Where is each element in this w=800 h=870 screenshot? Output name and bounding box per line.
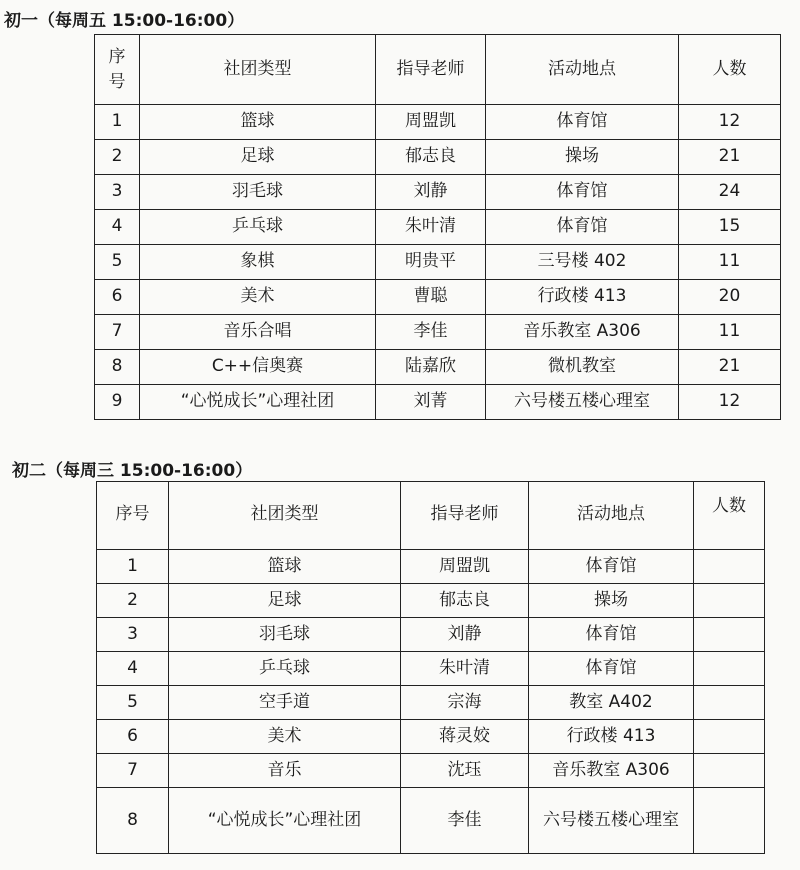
cell-teacher-name: 沈珏 (401, 754, 529, 788)
table-row (95, 245, 781, 280)
cell-teacher-name: 李佳 (401, 788, 529, 854)
cell-member-count: 11 (679, 315, 781, 350)
cell-teacher-name: 郁志良 (376, 140, 486, 175)
cell-location: 体育馆 (529, 550, 694, 584)
table-row (97, 720, 765, 754)
cell-location: 音乐教室 A306 (486, 315, 679, 350)
cell-location: 体育馆 (486, 105, 679, 140)
table-row (95, 350, 781, 385)
cell-teacher-name: 朱叶清 (401, 652, 529, 686)
table-row (97, 652, 765, 686)
cell-location: 行政楼 413 (486, 280, 679, 315)
table-header-row (97, 482, 765, 550)
cell-member-count (694, 550, 765, 584)
cell-member-count (694, 652, 765, 686)
cell-club-type: 空手道 (169, 686, 401, 720)
cell-member-count: 11 (679, 245, 781, 280)
cell-member-count (694, 618, 765, 652)
cell-member-count (694, 686, 765, 720)
cell-location: 六号楼五楼心理室 (529, 788, 694, 854)
cell-row-index: 7 (95, 315, 140, 350)
header-count: 人数 (679, 35, 781, 105)
table-row (97, 584, 765, 618)
cell-club-type: 足球 (169, 584, 401, 618)
table-row (95, 315, 781, 350)
table-row (97, 686, 765, 720)
cell-row-index: 6 (95, 280, 140, 315)
cell-location: 行政楼 413 (529, 720, 694, 754)
cell-location: 六号楼五楼心理室 (486, 385, 679, 420)
cell-club-type: 羽毛球 (140, 175, 376, 210)
cell-teacher-name: 刘菁 (376, 385, 486, 420)
cell-row-index: 5 (95, 245, 140, 280)
table-row (97, 618, 765, 652)
cell-teacher-name: 陆嘉欣 (376, 350, 486, 385)
cell-member-count: 15 (679, 210, 781, 245)
table-row (95, 280, 781, 315)
cell-club-type: 足球 (140, 140, 376, 175)
cell-teacher-name: 曹聪 (376, 280, 486, 315)
cell-member-count (694, 584, 765, 618)
table-row (95, 210, 781, 245)
cell-location: 体育馆 (486, 210, 679, 245)
cell-member-count (694, 754, 765, 788)
cell-club-type: 象棋 (140, 245, 376, 280)
cell-teacher-name: 刘静 (401, 618, 529, 652)
table-row (95, 140, 781, 175)
cell-location: 音乐教室 A306 (529, 754, 694, 788)
header-club-type: 社团类型 (140, 35, 376, 105)
cell-club-type: “心悦成长”心理社团 (169, 788, 401, 854)
cell-club-type: 羽毛球 (169, 618, 401, 652)
header-club-type: 社团类型 (169, 482, 401, 550)
grade1-table-body (95, 105, 781, 420)
table-row (95, 175, 781, 210)
cell-club-type: 音乐 (169, 754, 401, 788)
cell-location: 体育馆 (529, 652, 694, 686)
cell-teacher-name: 宗海 (401, 686, 529, 720)
table-row (95, 105, 781, 140)
cell-member-count: 12 (679, 105, 781, 140)
cell-row-index: 4 (95, 210, 140, 245)
cell-teacher-name: 李佳 (376, 315, 486, 350)
cell-row-index: 8 (95, 350, 140, 385)
grade2-section-title: 初二（每周三 15:00-16:00） (12, 461, 253, 481)
cell-row-index: 9 (95, 385, 140, 420)
table-row (97, 788, 765, 854)
header-teacher: 指导老师 (376, 35, 486, 105)
cell-location: 体育馆 (486, 175, 679, 210)
table-row (95, 385, 781, 420)
cell-club-type: 乒乓球 (169, 652, 401, 686)
cell-member-count: 24 (679, 175, 781, 210)
cell-teacher-name: 郁志良 (401, 584, 529, 618)
header-location: 活动地点 (486, 35, 679, 105)
cell-teacher-name: 周盟凯 (376, 105, 486, 140)
cell-member-count: 20 (679, 280, 781, 315)
table-row (97, 550, 765, 584)
cell-location: 操场 (486, 140, 679, 175)
cell-location: 微机教室 (486, 350, 679, 385)
cell-row-index: 2 (97, 584, 169, 618)
cell-teacher-name: 刘静 (376, 175, 486, 210)
cell-club-type: 篮球 (169, 550, 401, 584)
cell-row-index: 1 (95, 105, 140, 140)
cell-row-index: 6 (97, 720, 169, 754)
cell-club-type: “心悦成长”心理社团 (140, 385, 376, 420)
header-count: 人数 (694, 482, 765, 550)
cell-club-type: 美术 (140, 280, 376, 315)
table-header-row (95, 35, 781, 105)
cell-location: 体育馆 (529, 618, 694, 652)
header-index: 序号 (95, 35, 140, 105)
cell-row-index: 3 (97, 618, 169, 652)
cell-member-count: 12 (679, 385, 781, 420)
cell-teacher-name: 明贵平 (376, 245, 486, 280)
grade2-table-body (97, 550, 765, 854)
cell-member-count: 21 (679, 350, 781, 385)
cell-row-index: 7 (97, 754, 169, 788)
cell-teacher-name: 朱叶清 (376, 210, 486, 245)
cell-teacher-name: 周盟凯 (401, 550, 529, 584)
cell-club-type: 篮球 (140, 105, 376, 140)
grade1-section-title: 初一（每周五 15:00-16:00） (4, 11, 245, 31)
cell-row-index: 3 (95, 175, 140, 210)
cell-row-index: 8 (97, 788, 169, 854)
cell-row-index: 5 (97, 686, 169, 720)
cell-club-type: C++信奥赛 (140, 350, 376, 385)
table-row (97, 754, 765, 788)
cell-location: 三号楼 402 (486, 245, 679, 280)
header-index: 序号 (97, 482, 169, 550)
cell-club-type: 乒乓球 (140, 210, 376, 245)
grade1-club-table (94, 34, 781, 420)
cell-row-index: 2 (95, 140, 140, 175)
grade2-club-table (96, 481, 765, 854)
cell-member-count (694, 720, 765, 754)
cell-row-index: 4 (97, 652, 169, 686)
cell-club-type: 美术 (169, 720, 401, 754)
cell-club-type: 音乐合唱 (140, 315, 376, 350)
cell-row-index: 1 (97, 550, 169, 584)
header-teacher: 指导老师 (401, 482, 529, 550)
cell-location: 教室 A402 (529, 686, 694, 720)
cell-member-count (694, 788, 765, 854)
cell-teacher-name: 蒋灵姣 (401, 720, 529, 754)
cell-member-count: 21 (679, 140, 781, 175)
cell-location: 操场 (529, 584, 694, 618)
header-location: 活动地点 (529, 482, 694, 550)
